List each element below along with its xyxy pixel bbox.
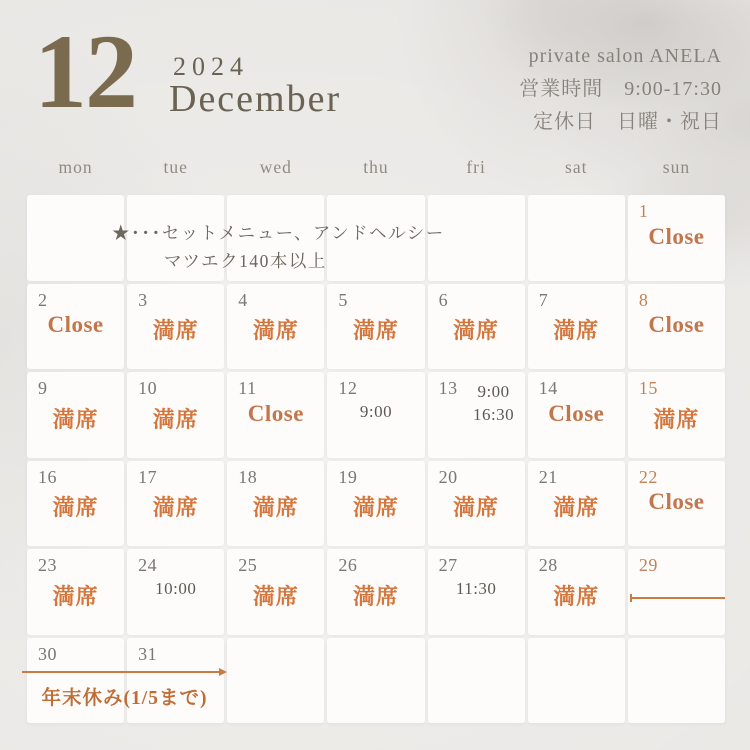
day-cell	[628, 372, 725, 458]
time-value: 10:00	[155, 578, 197, 598]
weekday-header-row	[27, 157, 725, 178]
day-cell	[528, 461, 625, 547]
status-full: 満席	[152, 406, 199, 432]
status-full: 満席	[352, 495, 399, 521]
day-cell	[327, 372, 424, 458]
status-close: Close	[648, 489, 705, 515]
day-number: 15	[638, 378, 658, 398]
day-cell	[127, 372, 224, 458]
weekday-sat: sat	[565, 157, 588, 177]
status-full: 満席	[553, 583, 600, 609]
day-number: 7	[538, 289, 549, 310]
day-cell	[27, 372, 124, 458]
status-full: 満席	[52, 406, 99, 432]
status-full: 満席	[252, 495, 299, 521]
status-close: Close	[47, 312, 104, 338]
status-full: 満席	[52, 495, 99, 521]
day-number: 6	[438, 289, 449, 310]
day-cell	[628, 195, 725, 281]
day-cell	[528, 372, 625, 458]
day-cell	[127, 284, 224, 370]
day-cell	[327, 638, 424, 724]
day-number: 18	[238, 466, 258, 487]
weekday-tue: tue	[163, 157, 188, 177]
day-cell	[127, 461, 224, 547]
day-number: 22	[638, 466, 658, 487]
day-number: 2	[38, 289, 48, 310]
day-cell	[227, 284, 324, 370]
salon-info	[519, 40, 722, 139]
status-times	[466, 380, 522, 426]
day-number: 29	[638, 555, 658, 575]
day-number: 30	[38, 643, 57, 664]
status-full: 満席	[352, 583, 399, 609]
status-full: 満席	[152, 318, 199, 344]
status-full: 満席	[252, 318, 299, 344]
day-cell	[628, 638, 725, 724]
day-cell	[528, 549, 625, 635]
month-name: December	[169, 78, 342, 120]
day-cell	[428, 549, 525, 635]
day-cell	[27, 284, 124, 370]
day-number: 28	[538, 555, 558, 575]
day-number: 31	[138, 643, 158, 664]
salon-name: private salon ANELA	[528, 45, 722, 67]
day-cell	[227, 549, 324, 635]
day-cell	[27, 638, 124, 724]
day-number: 4	[238, 289, 248, 310]
day-cell	[127, 549, 224, 635]
day-cell	[428, 461, 525, 547]
day-cell	[428, 638, 525, 724]
day-number: 13	[438, 378, 458, 398]
day-cell	[628, 461, 725, 547]
year-end-note: 年末休み(1/5まで)	[41, 688, 208, 709]
time-value: 9:00	[359, 401, 393, 421]
day-number: 3	[138, 289, 148, 310]
day-number: 27	[438, 555, 458, 575]
day-number: 24	[138, 555, 158, 575]
salon-closed-days: 定休日 日曜・祝日	[533, 111, 722, 133]
day-number: 12	[338, 378, 358, 398]
year-label: 2024	[173, 52, 249, 81]
day-cell	[227, 372, 324, 458]
day-number: 23	[38, 555, 57, 575]
status-full: 満席	[553, 495, 600, 521]
day-number: 21	[538, 466, 558, 487]
day-cell	[227, 461, 324, 547]
legend-note-line1: ★･･･セットメニュー、アンドヘルシー	[112, 223, 445, 243]
legend-note-line2: マツエク140本以上	[164, 251, 327, 271]
day-cell	[27, 549, 124, 635]
weekday-fri: fri	[466, 157, 486, 177]
day-cell	[227, 638, 324, 724]
day-number: 14	[538, 378, 558, 398]
day-cell	[528, 195, 625, 281]
status-full: 満席	[653, 406, 700, 432]
day-cell	[428, 284, 525, 370]
status-close: Close	[548, 400, 605, 426]
day-number: 1	[638, 201, 649, 221]
time-value: 9:00	[477, 382, 510, 401]
status-times	[327, 402, 424, 422]
day-cell	[327, 549, 424, 635]
status-times	[428, 579, 525, 599]
day-number: 20	[438, 466, 458, 487]
legend-note	[112, 219, 445, 275]
day-number: 5	[338, 289, 348, 310]
weekday-sun: sun	[662, 157, 691, 177]
time-value: 11:30	[455, 578, 497, 598]
day-number: 8	[638, 289, 649, 310]
status-full: 満席	[553, 318, 600, 344]
year-end-arrow	[22, 671, 220, 673]
status-close: Close	[648, 223, 705, 249]
day-cell	[327, 284, 424, 370]
weekday-wed: wed	[259, 157, 292, 177]
salon-hours: 営業時間 9:00-17:30	[519, 78, 722, 100]
day-number: 19	[338, 466, 358, 487]
status-full: 満席	[453, 318, 500, 344]
day-number: 16	[38, 466, 57, 487]
day-number: 9	[38, 378, 48, 398]
day-cell	[327, 461, 424, 547]
status-close: Close	[648, 312, 705, 338]
day-cell	[528, 284, 625, 370]
status-times	[127, 579, 224, 599]
day-cell	[628, 284, 725, 370]
month-number: 12	[34, 13, 136, 130]
time-value: 16:30	[472, 405, 515, 424]
status-full: 満席	[152, 495, 199, 521]
day-cell	[27, 195, 124, 281]
holiday-line	[630, 597, 725, 599]
status-close: Close	[247, 400, 304, 426]
day-cell	[628, 549, 725, 635]
status-full: 満席	[352, 318, 399, 344]
day-cell	[127, 638, 224, 724]
day-number: 11	[238, 378, 257, 398]
day-cell	[528, 638, 625, 724]
day-cell	[428, 372, 525, 458]
day-cell	[27, 461, 124, 547]
status-full: 満席	[252, 583, 299, 609]
day-number: 17	[138, 466, 158, 487]
weekday-mon: mon	[58, 157, 93, 177]
day-number: 26	[338, 555, 358, 575]
day-number: 25	[238, 555, 258, 575]
day-number: 10	[138, 378, 158, 398]
status-full: 満席	[52, 583, 99, 609]
weekday-thu: thu	[363, 157, 389, 177]
status-full: 満席	[453, 495, 500, 521]
